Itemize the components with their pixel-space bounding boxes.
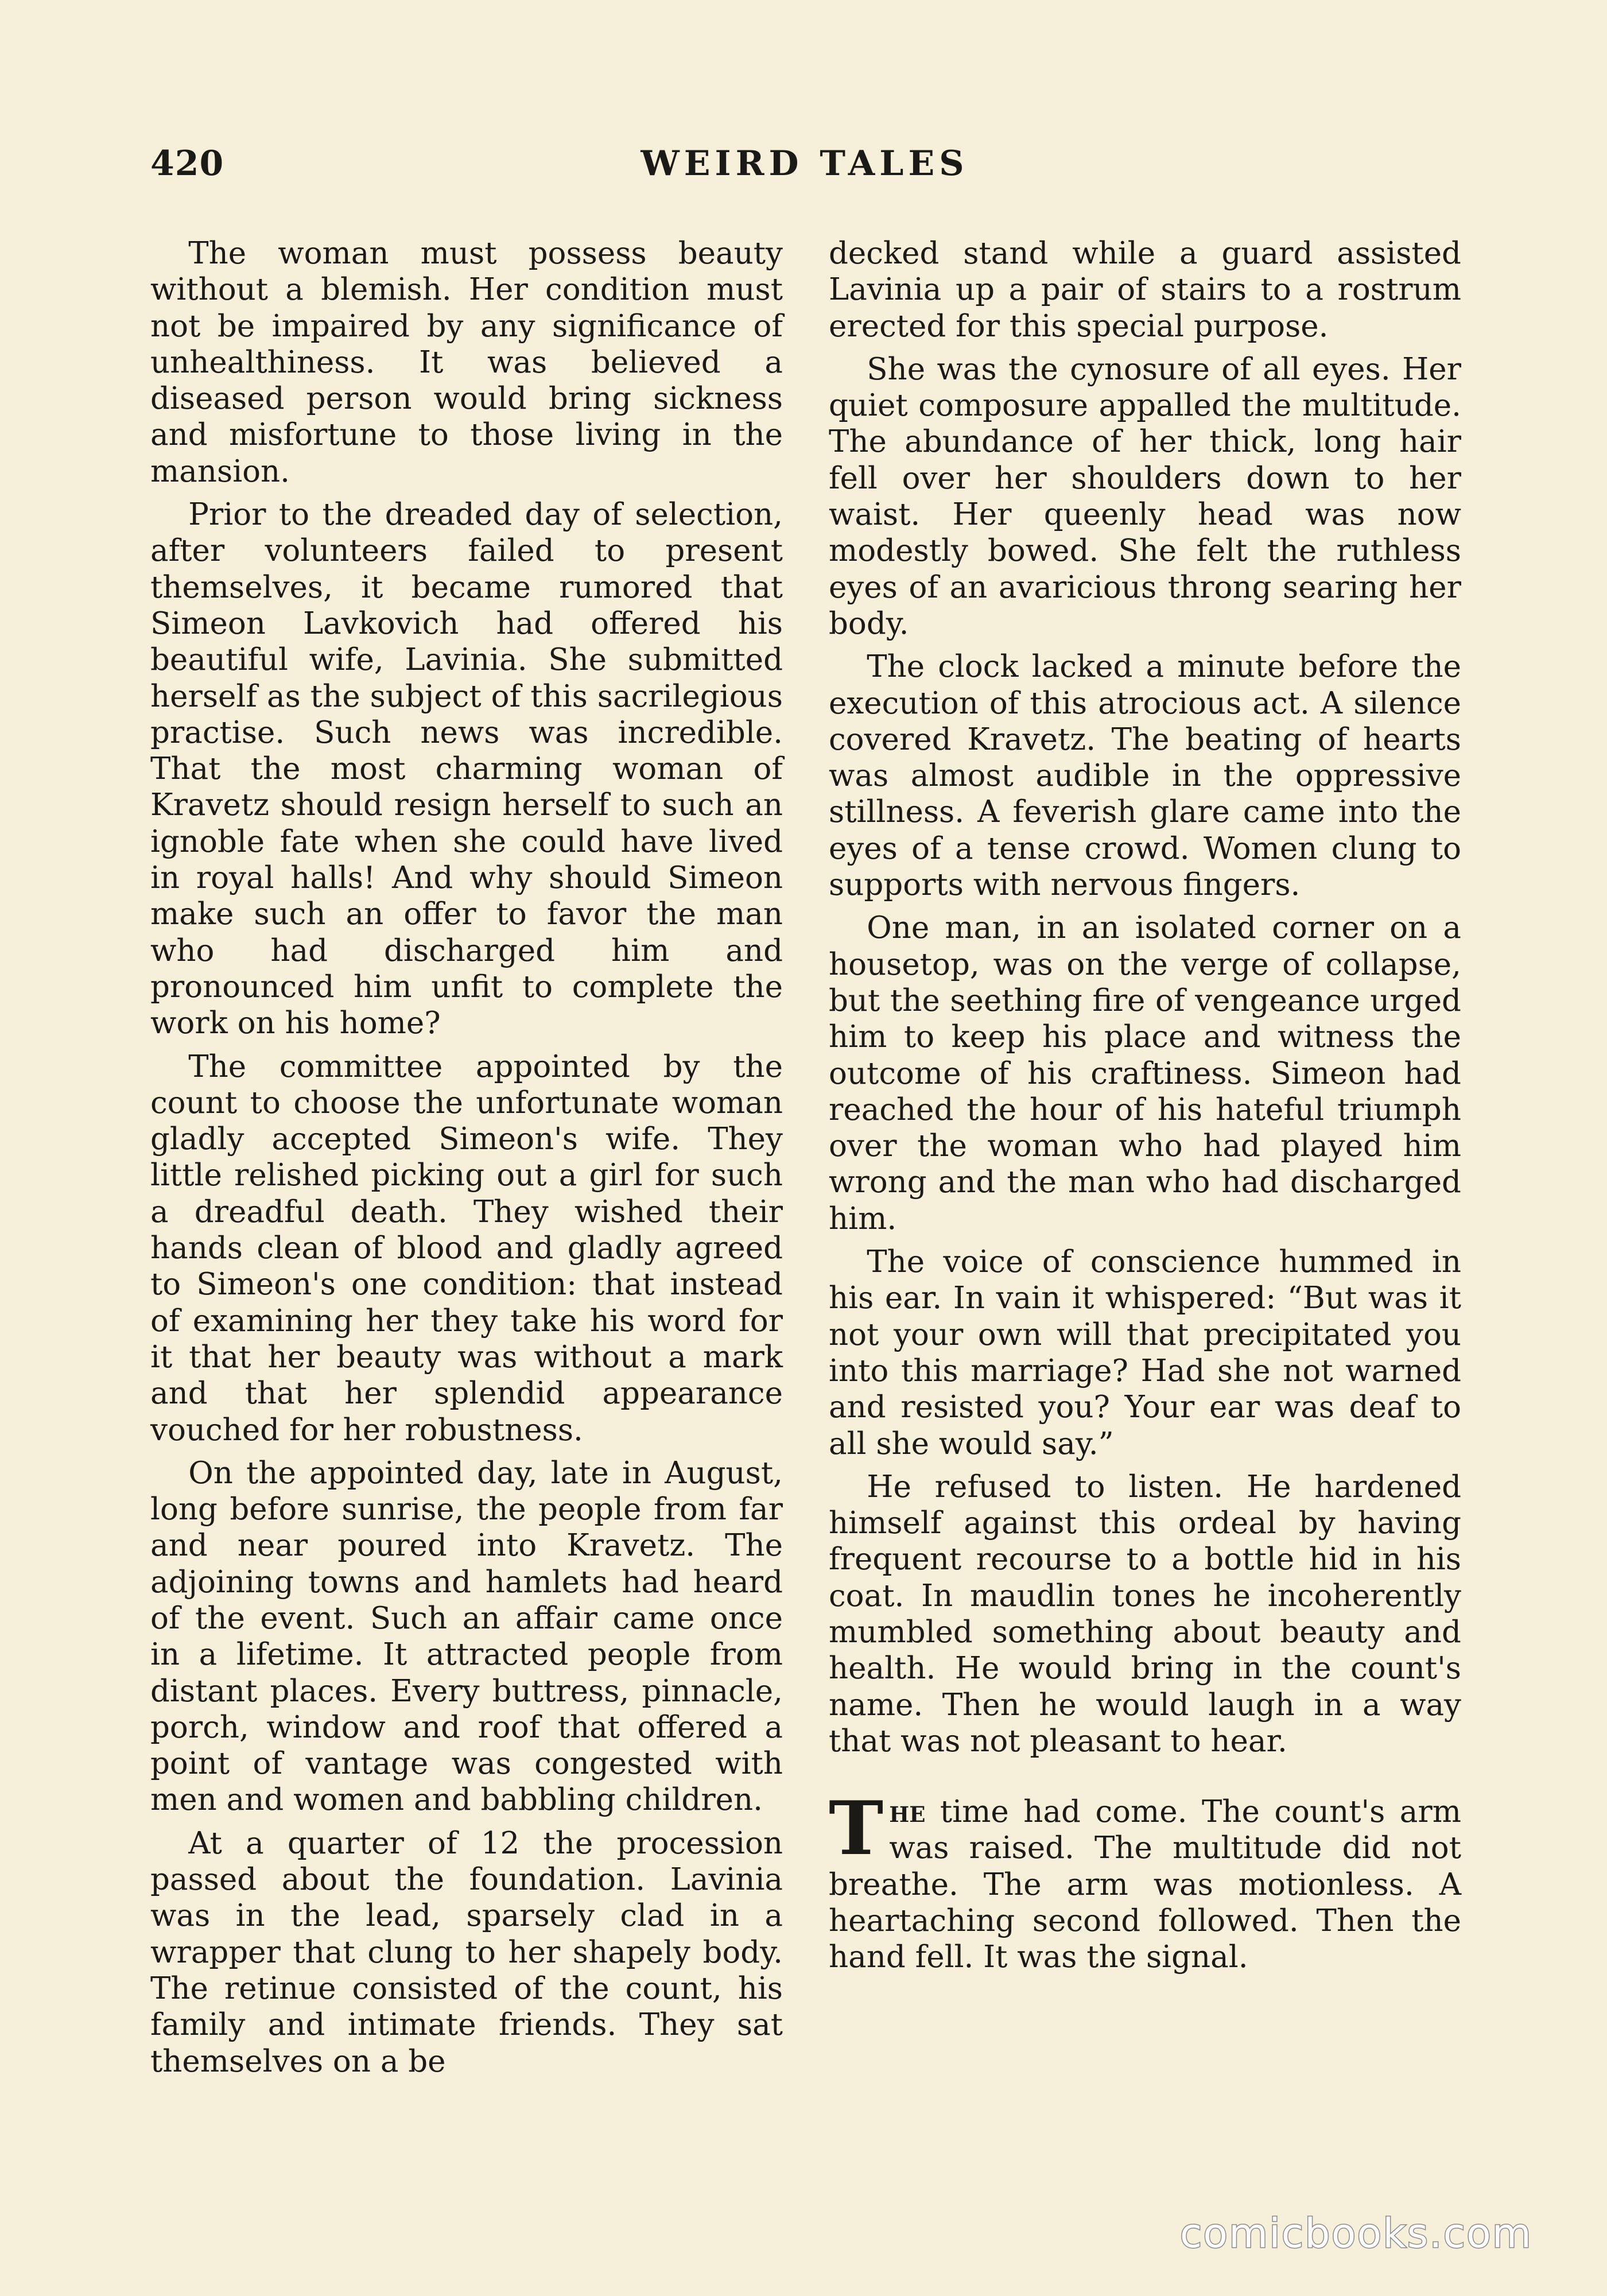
right-column <box>829 235 1461 1983</box>
small-caps-lead: he <box>889 1794 926 1830</box>
section-text: time had come. The count's arm was raised. The multitude did not breathe. The arm was motionless. A heartaching second followed. Then the hand fell. It was the signal. <box>829 1794 1461 1975</box>
paragraph-continuation: decked stand while a guard assisted Lavinia up a pair of stairs to a rostrum erected for this special purpose. <box>829 236 1461 344</box>
paragraph: The woman must possess beauty without a blemish. Her condition must not be impaired by any significance of unhealthiness. It was believed a diseased person would bring sickness and misfortune to those living in the mansion. <box>150 236 783 489</box>
paragraph: He refused to listen. He hardened himself against this ordeal by having frequent recourse to a bottle hid in his coat. In maudlin tones he incoherently mumbled something about beauty and health. He would bring in the count's name. Then he would laugh in a way that was not pleasant to hear. <box>829 1469 1461 1759</box>
paragraph: She was the cynosure of all eyes. Her quiet composure appalled the multitude. The abundance of her thick, long hair fell over her shoulders down to her waist. Her queenly head was now modestly bowed. She felt the ruthless eyes of an avaricious throng searing her body. <box>829 351 1461 641</box>
left-column <box>150 235 783 2086</box>
paragraph: One man, in an isolated corner on a housetop, was on the verge of collapse, but the seething fire of vengeance urged him to keep his place and witness the outcome of his craftiness. Simeon had reached the hour of his hateful triumph over the woman who had played him wrong and the man who had discharged him. <box>829 910 1461 1236</box>
paragraph: The voice of conscience hummed in his ear. In vain it whispered: “But was it not your own will that precipitated you into this marriage? Had she not warned and resisted you? Your ear was deaf to all she would say.” <box>829 1244 1461 1461</box>
page-number: 420 <box>150 144 224 184</box>
section-paragraph <box>829 1786 1461 1975</box>
paragraph: At a quarter of 12 the procession passed about the foundation. Lavinia was in the lead, sparsely clad in a wrapper that clung to her shapely body. The retinue consisted of the count, his family and intimate friends. They sat themselves on a be <box>150 1825 783 2079</box>
paragraph: Prior to the dreaded day of selection, after volunteers failed to present themselves, it became rumored that Simeon Lavkovich had offered his beautiful wife, Lavinia. She submitted herself as the subject of this sacrilegious practise. Such news was incredible. That the most charming woman of Kravetz should resign herself to such an ignoble fate when she could have lived in royal halls! And why should Simeon make such an offer to favor the man who had discharged him and pronounced him unfit to complete the work on his home? <box>150 497 783 1041</box>
paragraph: The committee appointed by the count to choose the unfortunate woman gladly accepted Simeon's wife. They little relished picking out a girl for such a dreadful death. They wished their hands clean of blood and gladly agreed to Simeon's one condition: that instead of examining her they take his word for it that her beauty was without a mark and that her splendid appearance vouched for her robustness. <box>150 1049 783 1448</box>
watermark: comicbooks.com <box>1179 2210 1532 2257</box>
page-header <box>150 144 1459 195</box>
paragraph: The clock lacked a minute before the execution of this atrocious act. A silence covered Kravetz. The beating of hearts was almost audible in the oppressive stillness. A feverish glare came into the eyes of a tense crowd. Women clung to supports with nervous fingers. <box>829 649 1461 903</box>
running-title: WEIRD TALES <box>641 144 969 184</box>
paragraph: On the appointed day, late in August, long before sunrise, the people from far and near poured into Kravetz. The adjoining towns and hamlets had heard of the event. Such an affair came once in a lifetime. It attracted people from distant places. Every buttress, pinnacle, porch, window and roof that offered a point of vantage was congested with men and women and babbling children. <box>150 1455 783 1818</box>
drop-cap: T <box>829 1786 884 1872</box>
